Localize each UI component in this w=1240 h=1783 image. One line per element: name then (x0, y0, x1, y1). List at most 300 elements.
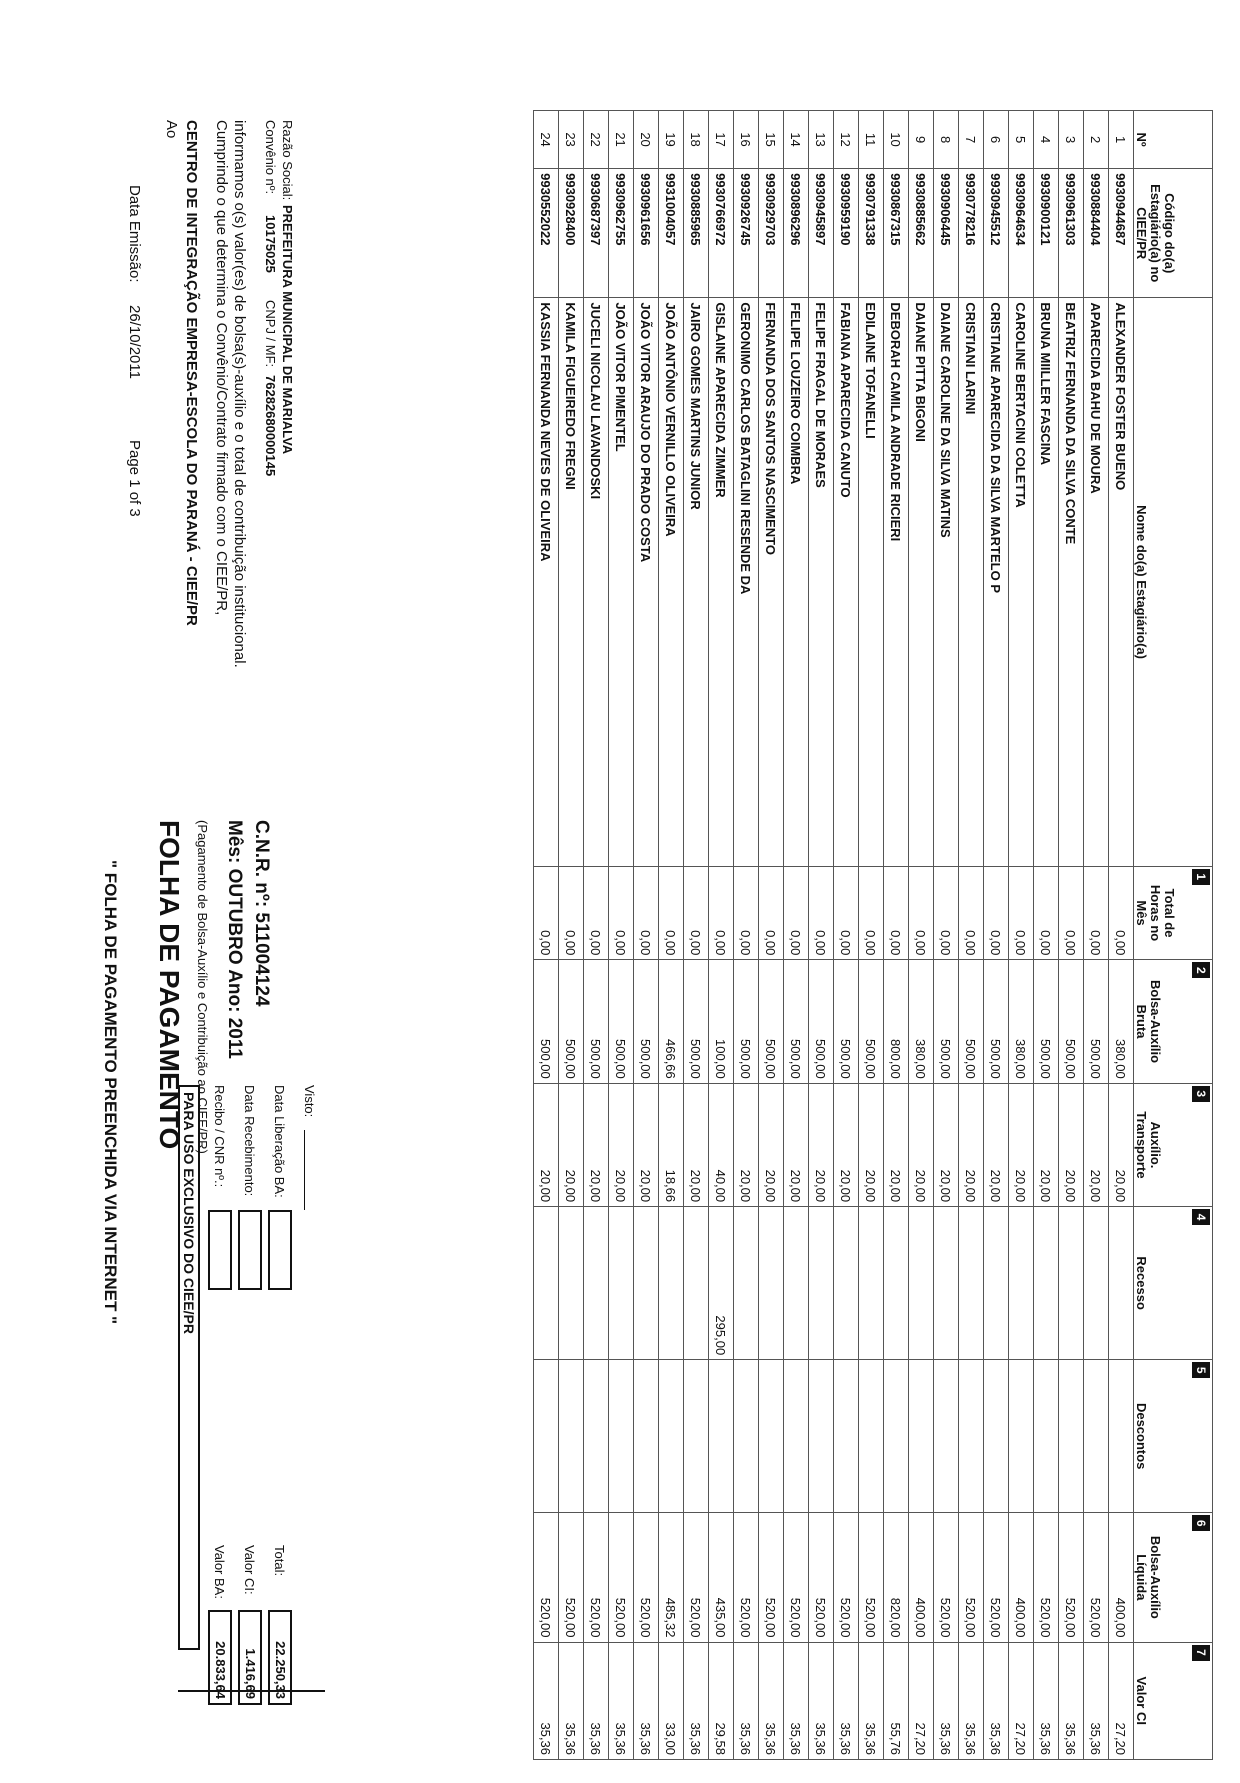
column-badge: 7 (1192, 1645, 1210, 1661)
table-row (1034, 111, 1059, 1760)
column-badge: 3 (1192, 1086, 1210, 1102)
valor-ba-label: Valor BA: (212, 1545, 227, 1599)
row-net: 520,00 (734, 1513, 759, 1642)
row-ci: 35,36 (634, 1642, 659, 1760)
row-code: 9930552022 (534, 169, 559, 298)
row-gross: 500,00 (759, 960, 784, 1083)
row-ci: 35,36 (1084, 1642, 1109, 1760)
row-discounts (934, 1360, 959, 1513)
row-number: 23 (559, 111, 584, 169)
row-ci: 35,36 (534, 1642, 559, 1760)
row-transport: 20,00 (1059, 1083, 1084, 1206)
row-code: 9930929703 (759, 169, 784, 298)
row-number: 1 (1109, 111, 1134, 169)
row-discounts (1009, 1360, 1034, 1513)
row-code: 9930964634 (1009, 169, 1034, 298)
row-gross: 500,00 (1034, 960, 1059, 1083)
row-hours: 0,00 (759, 866, 784, 960)
page-title: FOLHA DE PAGAMENTO (154, 820, 185, 1150)
row-code: 9930791338 (859, 169, 884, 298)
row-discounts (909, 1360, 934, 1513)
row-name: CRISTIANI LARINI (959, 298, 984, 866)
row-discounts (1059, 1360, 1084, 1513)
row-discounts (634, 1360, 659, 1513)
row-number: 9 (909, 111, 934, 169)
table-row (634, 111, 659, 1760)
row-net: 520,00 (584, 1513, 609, 1642)
col-header-discounts: 5 Descontos (1134, 1360, 1213, 1513)
col-header-name: Nome do(a) Estagiário(a) (1134, 298, 1213, 866)
row-discounts (1084, 1360, 1109, 1513)
row-transport: 40,00 (709, 1083, 734, 1206)
cnpj-label: CNPJ / MF: (263, 300, 278, 368)
row-ci: 35,36 (984, 1642, 1009, 1760)
row-name: APARECIDA BAHU DE MOURA (1084, 298, 1109, 866)
row-net: 520,00 (534, 1513, 559, 1642)
row-discounts (809, 1360, 834, 1513)
row-transport: 20,00 (559, 1083, 584, 1206)
row-hours: 0,00 (1009, 866, 1034, 960)
row-recess (884, 1207, 909, 1360)
row-number: 18 (684, 111, 709, 169)
recebimento-label: Data Recebimento: (242, 1085, 257, 1197)
row-recess (984, 1207, 1009, 1360)
row-hours: 0,00 (909, 866, 934, 960)
row-name: GISLAINE APARECIDA ZIMMER (709, 298, 734, 866)
row-transport: 20,00 (1034, 1083, 1059, 1206)
row-discounts (734, 1360, 759, 1513)
row-recess (1084, 1207, 1109, 1360)
row-ci: 35,36 (684, 1642, 709, 1760)
row-number: 15 (759, 111, 784, 169)
row-number: 10 (884, 111, 909, 169)
row-code: 9930945897 (809, 169, 834, 298)
row-hours: 0,00 (934, 866, 959, 960)
row-ci: 35,36 (1034, 1642, 1059, 1760)
row-recess (1009, 1207, 1034, 1360)
valor-ba: 20.833,64 (208, 1610, 232, 1705)
visto-label: Visto: (302, 1085, 317, 1118)
row-gross: 500,00 (734, 960, 759, 1083)
row-name: GERONIMO CARLOS BATAGLINI RESENDE DA (734, 298, 759, 866)
row-name: CRISTIANE APARECIDA DA SILVA MARTELO P (984, 298, 1009, 866)
row-discounts (559, 1360, 584, 1513)
row-discounts (884, 1360, 909, 1513)
row-name: FABIANA APARECIDA CANUTO (834, 298, 859, 866)
row-name: DEBORAH CAMILA ANDRADE RICIERI (884, 298, 909, 866)
row-net: 520,00 (1084, 1513, 1109, 1642)
row-number: 22 (584, 111, 609, 169)
row-transport: 20,00 (784, 1083, 809, 1206)
row-transport: 20,00 (684, 1083, 709, 1206)
total-label: Total: (272, 1545, 287, 1577)
intro-text-line-1: Cumprindo o que determina o Convênio/Contrato firmado com o CIEE/PR, (213, 120, 230, 616)
row-discounts (709, 1360, 734, 1513)
row-gross: 466,66 (659, 960, 684, 1083)
row-name: FERNANDA DOS SANTOS NASCIMENTO (759, 298, 784, 866)
row-net: 520,00 (934, 1513, 959, 1642)
liberacao-label: Data Liberação BA: (272, 1085, 287, 1198)
table-row (834, 111, 859, 1760)
row-gross: 500,00 (859, 960, 884, 1083)
row-ci: 35,36 (759, 1642, 784, 1760)
row-ci: 35,36 (859, 1642, 884, 1760)
row-gross: 500,00 (784, 960, 809, 1083)
row-code: 9930961303 (1059, 169, 1084, 298)
row-name: JOÃO ANTÔNIO VERNILLO OLIVEIRA (659, 298, 684, 866)
row-name: BEATRIZ FERNANDA DA SILVA CONTE (1059, 298, 1084, 866)
row-ci: 35,36 (559, 1642, 584, 1760)
row-gross: 500,00 (1084, 960, 1109, 1083)
row-transport: 20,00 (834, 1083, 859, 1206)
row-ci: 35,36 (584, 1642, 609, 1760)
row-transport: 20,00 (634, 1083, 659, 1206)
col-header-recess: 4 Recesso (1134, 1207, 1213, 1360)
row-transport: 20,00 (609, 1083, 634, 1206)
row-name: ALEXANDER FOSTER BUENO (1109, 298, 1134, 866)
row-recess (584, 1207, 609, 1360)
row-name: DAIANE PITTA BIGONI (909, 298, 934, 866)
row-name: KAMILA FIGUEIREDO FREGNI (559, 298, 584, 866)
row-number: 17 (709, 111, 734, 169)
row-ci: 27,20 (909, 1642, 934, 1760)
row-hours: 0,00 (1059, 866, 1084, 960)
row-ci: 29,58 (709, 1642, 734, 1760)
row-gross: 380,00 (1009, 960, 1034, 1083)
col-header-transport: 3 Auxílio. Transporte (1134, 1083, 1213, 1206)
recipient-name: CENTRO DE INTEGRAÇÃO EMPRESA-ESCOLA DO PARANÁ - CIEE/PR (183, 120, 200, 626)
row-gross: 380,00 (1109, 960, 1134, 1083)
row-discounts (659, 1360, 684, 1513)
row-recess (609, 1207, 634, 1360)
row-name: DAIANE CAROLINE DA SILVA MATINS (934, 298, 959, 866)
row-name: BRUNA MIILLER FASCINA (1034, 298, 1059, 866)
row-code: 9930959190 (834, 169, 859, 298)
liberacao-input[interactable] (268, 1210, 292, 1290)
row-net: 520,00 (859, 1513, 884, 1642)
row-ci: 35,36 (959, 1642, 984, 1760)
row-net: 520,00 (759, 1513, 784, 1642)
row-number: 7 (959, 111, 984, 169)
row-recess (959, 1207, 984, 1360)
table-row (1059, 111, 1084, 1760)
row-code: 9931004057 (659, 169, 684, 298)
row-number: 11 (859, 111, 884, 169)
table-row (1009, 111, 1034, 1760)
convenio-label: Convênio nº: (263, 120, 278, 195)
row-discounts (834, 1360, 859, 1513)
row-discounts (759, 1360, 784, 1513)
row-discounts (1034, 1360, 1059, 1513)
recibo-input[interactable] (208, 1210, 232, 1290)
row-gross: 500,00 (1059, 960, 1084, 1083)
month-year-line: Mês: OUTUBRO Ano: 2011 (224, 820, 245, 1059)
row-hours: 0,00 (884, 866, 909, 960)
table-row (909, 111, 934, 1760)
row-number: 19 (659, 111, 684, 169)
row-name: FELIPE FRAGAL DE MORAES (809, 298, 834, 866)
row-net: 520,00 (609, 1513, 634, 1642)
table-row (534, 111, 559, 1760)
row-name: CAROLINE BERTACINI COLETTA (1009, 298, 1034, 866)
row-discounts (584, 1360, 609, 1513)
row-net: 520,00 (684, 1513, 709, 1642)
column-badge: 4 (1192, 1209, 1210, 1225)
recipient-prefix: Ao (163, 120, 180, 139)
row-number: 8 (934, 111, 959, 169)
row-number: 5 (1009, 111, 1034, 169)
row-net: 520,00 (1034, 1513, 1059, 1642)
document-header-title: " FOLHA DE PAGAMENTO PREENCHIDA VIA INTERNET " (101, 860, 120, 1325)
row-recess (934, 1207, 959, 1360)
row-gross: 500,00 (934, 960, 959, 1083)
row-ci: 35,36 (934, 1642, 959, 1760)
row-code: 9930906445 (934, 169, 959, 298)
table-header-row (1134, 111, 1213, 1760)
row-ci: 27,20 (1109, 1642, 1134, 1760)
page-indicator: Page 1 of 3 (126, 440, 143, 517)
recebimento-input[interactable] (238, 1210, 262, 1290)
row-hours: 0,00 (834, 866, 859, 960)
row-recess (809, 1207, 834, 1360)
row-ci: 35,36 (834, 1642, 859, 1760)
row-transport: 20,00 (809, 1083, 834, 1206)
column-badge: 1 (1192, 869, 1210, 885)
row-gross: 500,00 (609, 960, 634, 1083)
row-net: 400,00 (909, 1513, 934, 1642)
row-ci: 35,36 (784, 1642, 809, 1760)
row-code: 9930945512 (984, 169, 1009, 298)
row-discounts (959, 1360, 984, 1513)
row-ci: 33,00 (659, 1642, 684, 1760)
row-transport: 20,00 (734, 1083, 759, 1206)
row-transport: 20,00 (584, 1083, 609, 1206)
table-row (984, 111, 1009, 1760)
row-code: 9930687397 (584, 169, 609, 298)
row-name: JOÃO VITOR ARAUJO DO PRADO COSTA (634, 298, 659, 866)
row-code: 9930867315 (884, 169, 909, 298)
row-number: 24 (534, 111, 559, 169)
row-transport: 20,00 (1084, 1083, 1109, 1206)
table-row (734, 111, 759, 1760)
row-gross: 500,00 (959, 960, 984, 1083)
total-value: 22.250,33 (268, 1610, 292, 1705)
recibo-label: Recibo / CNR nº.: (212, 1085, 227, 1188)
row-number: 6 (984, 111, 1009, 169)
table-row (559, 111, 584, 1760)
row-discounts (1109, 1360, 1134, 1513)
column-badge: 6 (1192, 1515, 1210, 1531)
row-ci: 35,36 (734, 1642, 759, 1760)
row-hours: 0,00 (859, 866, 884, 960)
row-hours: 0,00 (1034, 866, 1059, 960)
row-code: 9930944687 (1109, 169, 1134, 298)
row-recess (684, 1207, 709, 1360)
row-number: 16 (734, 111, 759, 169)
row-net: 520,00 (834, 1513, 859, 1642)
emission-date: 26/10/2011 (126, 305, 143, 379)
row-net: 400,00 (1109, 1513, 1134, 1642)
row-code: 9930778216 (959, 169, 984, 298)
row-net: 520,00 (809, 1513, 834, 1642)
row-recess (1109, 1207, 1134, 1360)
row-discounts (859, 1360, 884, 1513)
row-ci: 55,76 (884, 1642, 909, 1760)
intro-text-line-2: informamos o(s) valor(es) de bolsa(s)-auxílio e o total de contribuição institucional. (231, 120, 248, 668)
row-net: 520,00 (559, 1513, 584, 1642)
table-row (759, 111, 784, 1760)
row-transport: 20,00 (934, 1083, 959, 1206)
row-recess (784, 1207, 809, 1360)
row-recess (834, 1207, 859, 1360)
row-code: 9930928400 (559, 169, 584, 298)
row-net: 520,00 (784, 1513, 809, 1642)
table-row (1084, 111, 1109, 1760)
row-transport: 20,00 (909, 1083, 934, 1206)
row-gross: 500,00 (984, 960, 1009, 1083)
cnpj-number: 76282680000145 (263, 375, 278, 477)
row-discounts (984, 1360, 1009, 1513)
row-hours: 0,00 (684, 866, 709, 960)
row-name: KASSIA FERNANDA NEVES DE OLIVEIRA (534, 298, 559, 866)
page-subtitle: (Pagamento de Bolsa-Auxílio e Contribuição ao CIEE/PR) (195, 820, 210, 1154)
row-name: FELIPE LOUZEIRO COIMBRA (784, 298, 809, 866)
row-hours: 0,00 (584, 866, 609, 960)
row-code: 9930885662 (909, 169, 934, 298)
exclusive-use-title: PARA USO EXCLUSIVO DO CIEE/PR (181, 1092, 197, 1334)
col-header-ci: 7 Valor CI (1134, 1642, 1213, 1760)
row-code: 9930962755 (609, 169, 634, 298)
convenio-number: 10175025 (263, 215, 278, 273)
row-code: 9930961656 (634, 169, 659, 298)
row-net: 820,00 (884, 1513, 909, 1642)
table-row (709, 111, 734, 1760)
row-name: JAIRO GOMES MARTINS JUNIOR (684, 298, 709, 866)
row-code: 9930900121 (1034, 169, 1059, 298)
row-hours: 0,00 (559, 866, 584, 960)
row-gross: 500,00 (684, 960, 709, 1083)
row-hours: 0,00 (634, 866, 659, 960)
row-number: 20 (634, 111, 659, 169)
row-name: JOÃO VITOR PIMENTEL (609, 298, 634, 866)
row-code: 9930884404 (1084, 169, 1109, 298)
row-recess (734, 1207, 759, 1360)
row-name: EDILAINE TOFANELLI (859, 298, 884, 866)
table-row (584, 111, 609, 1760)
row-net: 435,00 (709, 1513, 734, 1642)
row-transport: 20,00 (1009, 1083, 1034, 1206)
row-code: 9930885965 (684, 169, 709, 298)
table-row (959, 111, 984, 1760)
row-net: 520,00 (959, 1513, 984, 1642)
row-hours: 0,00 (709, 866, 734, 960)
row-number: 2 (1084, 111, 1109, 169)
row-transport: 18,66 (659, 1083, 684, 1206)
col-header-code: Código do(a) Estagiário(a) no CIEE/PR (1134, 169, 1213, 298)
valor-ci-label: Valor CI: (242, 1545, 257, 1595)
row-net: 400,00 (1009, 1513, 1034, 1642)
table-row (934, 111, 959, 1760)
row-net: 520,00 (634, 1513, 659, 1642)
table-row (1109, 111, 1134, 1760)
row-number: 3 (1059, 111, 1084, 169)
valor-ci: 1.416,69 (238, 1610, 262, 1705)
row-hours: 0,00 (734, 866, 759, 960)
column-badge: 2 (1192, 962, 1210, 978)
row-recess: 295,00 (709, 1207, 734, 1360)
row-ci: 35,36 (1059, 1642, 1084, 1760)
table-row (609, 111, 634, 1760)
table-row (784, 111, 809, 1760)
col-header-net: 6 Bolsa-Auxílio Líquida (1134, 1513, 1213, 1642)
row-gross: 500,00 (534, 960, 559, 1083)
row-transport: 20,00 (884, 1083, 909, 1206)
table-row (809, 111, 834, 1760)
table-row (684, 111, 709, 1760)
payroll-table (533, 110, 1213, 1760)
row-code: 9930926745 (734, 169, 759, 298)
row-hours: 0,00 (1084, 866, 1109, 960)
row-name: JUCELI NICOLAU LAVANDOSKI (584, 298, 609, 866)
emission-date-label: Data Emissão: (126, 185, 143, 283)
row-recess (909, 1207, 934, 1360)
col-header-hours: 1 Total de Horas no Mês (1134, 866, 1213, 960)
cnr-number-line: C.N.R. nº: 511004124 (251, 820, 272, 1007)
row-recess (559, 1207, 584, 1360)
row-number: 12 (834, 111, 859, 169)
row-transport: 20,00 (1109, 1083, 1134, 1206)
visto-signature-line (304, 1130, 305, 1210)
row-hours: 0,00 (609, 866, 634, 960)
row-transport: 20,00 (534, 1083, 559, 1206)
col-header-num: Nº (1134, 111, 1213, 169)
row-gross: 500,00 (634, 960, 659, 1083)
row-net: 485,32 (659, 1513, 684, 1642)
row-transport: 20,00 (759, 1083, 784, 1206)
row-gross: 100,00 (709, 960, 734, 1083)
row-discounts (684, 1360, 709, 1513)
row-transport: 20,00 (859, 1083, 884, 1206)
payroll-table-body (534, 111, 1134, 1760)
row-recess (859, 1207, 884, 1360)
row-hours: 0,00 (984, 866, 1009, 960)
table-row (884, 111, 909, 1760)
row-gross: 380,00 (909, 960, 934, 1083)
column-badge: 5 (1192, 1362, 1210, 1378)
row-hours: 0,00 (809, 866, 834, 960)
row-number: 14 (784, 111, 809, 169)
row-discounts (609, 1360, 634, 1513)
row-hours: 0,00 (1109, 866, 1134, 960)
row-code: 9930766972 (709, 169, 734, 298)
row-number: 13 (809, 111, 834, 169)
row-recess (659, 1207, 684, 1360)
row-net: 520,00 (984, 1513, 1009, 1642)
row-discounts (784, 1360, 809, 1513)
row-recess (759, 1207, 784, 1360)
row-hours: 0,00 (534, 866, 559, 960)
table-row (859, 111, 884, 1760)
row-hours: 0,00 (959, 866, 984, 960)
row-hours: 0,00 (784, 866, 809, 960)
row-ci: 35,36 (809, 1642, 834, 1760)
row-number: 21 (609, 111, 634, 169)
row-ci: 35,36 (609, 1642, 634, 1760)
row-number: 4 (1034, 111, 1059, 169)
razao-social: PREFEITURA MUNICIPAL DE MARIALVA (280, 205, 295, 455)
row-transport: 20,00 (984, 1083, 1009, 1206)
row-code: 9930896296 (784, 169, 809, 298)
